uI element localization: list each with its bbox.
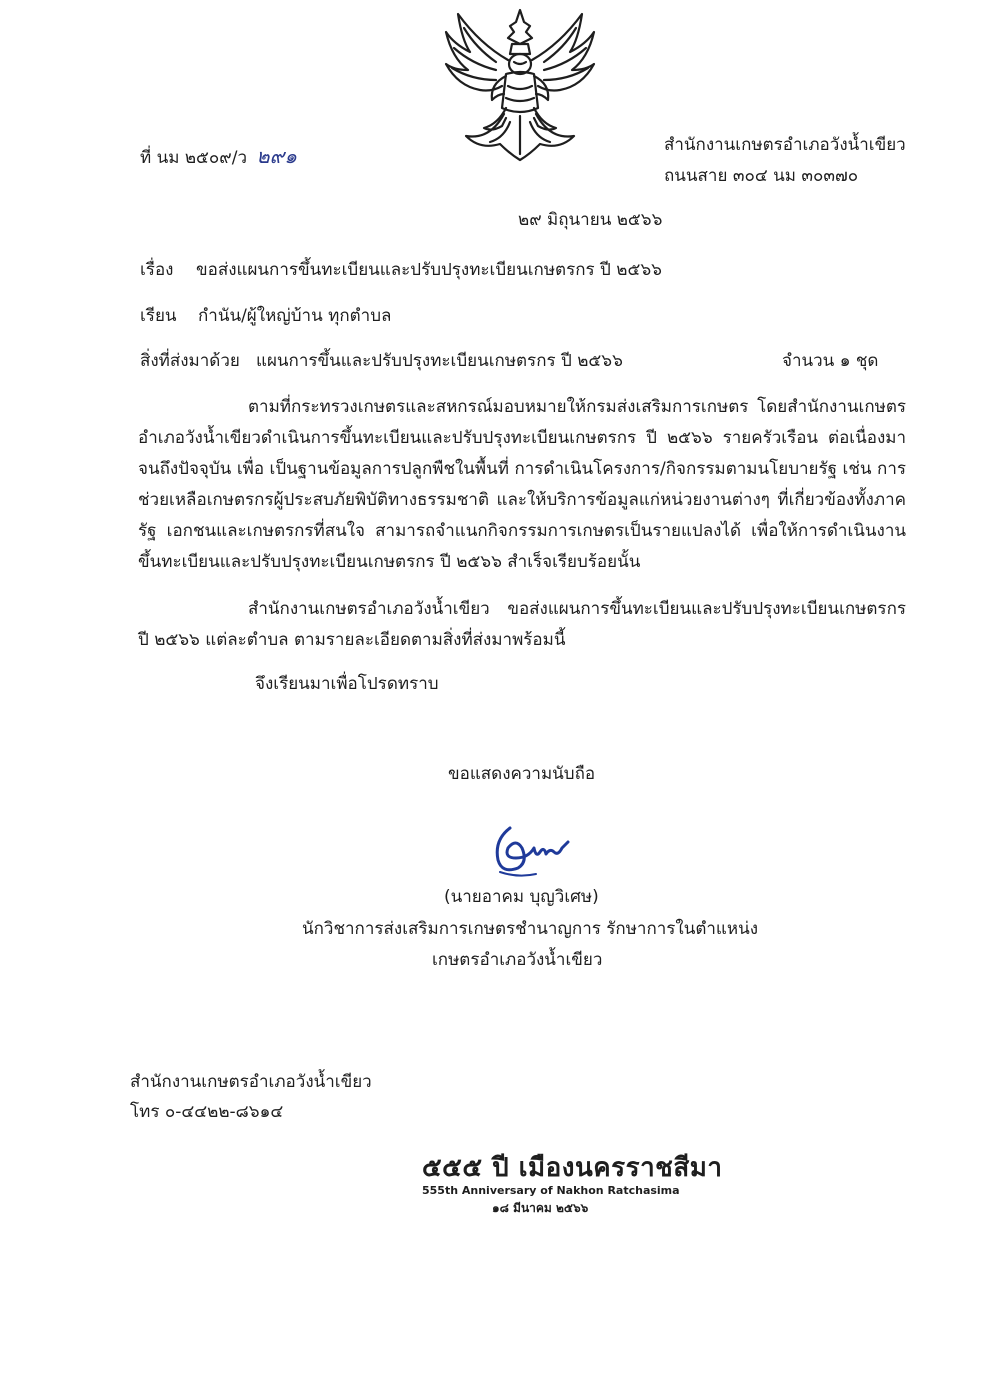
enclosure-quantity: จำนวน ๑ ชุด (782, 351, 879, 371)
document-date: ๒๙ มิถุนายน ๒๕๖๖ (518, 210, 663, 230)
anniversary-logo-title: ๕๕๕ ปี เมืองนครราชสีมา (422, 1153, 723, 1183)
enclosure-text: แผนการขึ้นและปรับปรุงทะเบียนเกษตรกร ปี ๒๕๖๖ (256, 351, 623, 371)
salutation: ขอแสดงความนับถือ (448, 764, 596, 784)
enclosure-label: สิ่งที่ส่งมาด้วย (140, 351, 240, 371)
body-paragraph-1-text: ตามที่กระทรวงเกษตรและสหกรณ์มอบหมายให้กรมส่งเสริมการเกษตร โดยสำนักงานเกษตรอำเภอวังน้ำเขียวดำเนินการขึ้นทะเบียนและปรับปรุงทะเบียนเกษตรกร ปี ๒๕๖๖ รายครัวเรือน ต่อเนื่องมาจนถึงปัจจุบัน เพื่อ เป็นฐานข้อมูลการปลูกพืชในพื้นที่ การดำเนินโครงการ/กิจกรรมตามนโยบายรัฐ เช่น การช่วยเหลือเกษตรกรผู้ประสบภัยพิบัติทางธรรมชาติ และให้บริการข้อมูลแก่หน่วยงานต่างๆ ที่เกี่ยวข้องทั้งภาครัฐ เอกชนและเกษตรกรที่สนใจ สามารถจำแนกกิจกรรมการเกษตรเป็นรายแปลงได้ เพื่อให้การดำเนินงานขึ้นทะเบียนและปรับปรุงทะเบียนเกษตรกร ปี ๒๕๖๖ สำเร็จเรียบร้อยนั้น (138, 397, 906, 572)
document-number-handwritten: ๒๙๑ (256, 144, 297, 168)
closing-request: จึงเรียนมาเพื่อโปรดทราบ (255, 674, 439, 694)
body-paragraph-1 (138, 392, 906, 578)
footer-office-name: สำนักงานเกษตรอำเภอวังน้ำเขียว (130, 1072, 372, 1092)
signer-position-line-1: นักวิชาการส่งเสริมการเกษตรชำนาญการ รักษาการในตำแหน่ง (302, 919, 759, 939)
footer-phone: โทร ๐-๔๔๒๒-๘๖๑๔ (130, 1102, 284, 1122)
office-name: สำนักงานเกษตรอำเภอวังน้ำเขียว (664, 135, 906, 155)
document-number (140, 140, 297, 172)
anniversary-logo-date: ๑๘ มีนาคม ๒๕๖๖ (492, 1201, 589, 1215)
signer-name: (นายอาคม บุญวิเศษ) (444, 887, 599, 907)
subject-text: ขอส่งแผนการขึ้นทะเบียนและปรับปรุงทะเบียนเกษตรกร ปี ๒๕๖๖ (196, 260, 662, 280)
body-paragraph-2 (138, 594, 906, 656)
subject-label: เรื่อง (140, 260, 174, 280)
office-address: ถนนสาย ๓๐๔ นม ๓๐๓๗๐ (664, 166, 859, 186)
recipient-label: เรียน (140, 306, 177, 326)
document-number-prefix: ที่ นม ๒๕๐๙/ว (140, 148, 248, 168)
signer-position-line-2: เกษตรอำเภอวังน้ำเขียว (432, 950, 603, 970)
recipient-text: กำนัน/ผู้ใหญ่บ้าน ทุกตำบล (198, 306, 392, 326)
anniversary-logo-subtitle: 555th Anniversary of Nakhon Ratchasima (422, 1184, 680, 1197)
handwritten-signature (488, 818, 578, 882)
garuda-emblem-icon (440, 4, 600, 164)
body-paragraph-2-text: สำนักงานเกษตรอำเภอวังน้ำเขียว ขอส่งแผนการขึ้นทะเบียนและปรับปรุงทะเบียนเกษตรกร ปี ๒๕๖๖ แต่ละตำบล ตามรายละเอียดตามสิ่งที่ส่งมาพร้อมนี้ (138, 599, 906, 650)
